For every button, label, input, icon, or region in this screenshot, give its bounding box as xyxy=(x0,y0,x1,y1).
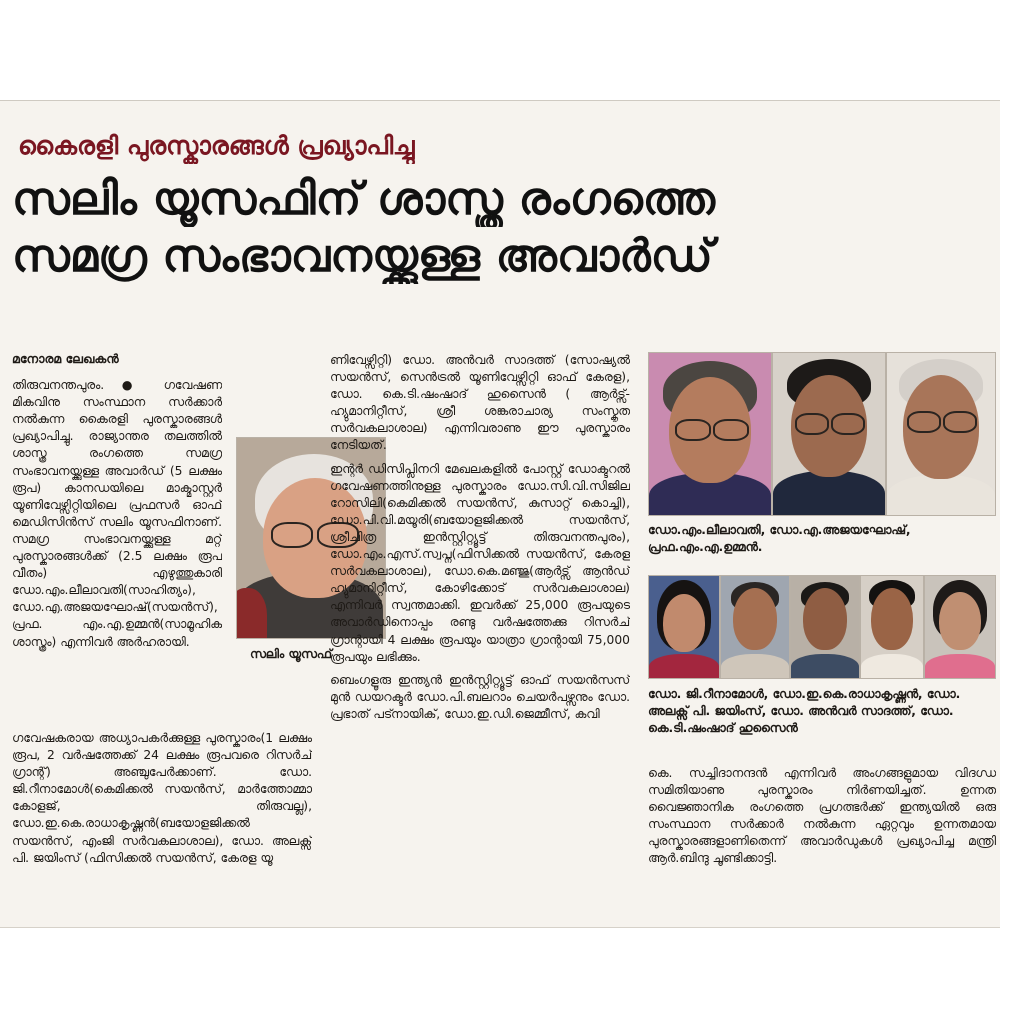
headline-line-1: സലിം യൂസഫിന് ശാസ്ത്ര രംഗത്തെ xyxy=(12,172,715,225)
photo-glasses-right xyxy=(831,413,865,435)
article-paragraph-6: കെ. സച്ചിദാനന്ദൻ എന്നിവർ അംഗങ്ങളുമായ വിദഗ്ധ സമിതിയാണു പുരസ്കാരം നിർണയിച്ചത്. ഉന്നത വൈജ്ഞാനിക രംഗത്തെ പ്രഗത്ഭർക്ക് ഇന്ത്യയിൽ ഒരു സംസ്ഥാന സർക്കാർ നൽകുന്ന ഏറ്റവും ഉന്നതമായ പുരസ്കാരങ്ങളാണിതെന്ന് അവാർഡുകൾ പ്രഖ്യാപിച്ച മന്ത്രി ആർ.ബിന്ദു ചൂണ്ടിക്കാട്ടി. xyxy=(648,766,996,866)
article-paragraph-2: ഗവേഷകരായ അധ്യാപകർക്കുള്ള പുരസ്കാരം(1 ലക്ഷം രൂപ, 2 വർഷത്തേക്ക് 24 ലക്ഷം രൂപവരെ റിസർച് ഗ്രാന്റ്) അഞ്ചുപേർക്കാണ്. ഡോ. ജി.റീനാമോൾ(കെമിക്കൽ സയൻസ്, മാർത്തോമ്മാ കോളജ്, തിരുവല്ല), ഡോ.ഇ.കെ.രാധാകൃഷ്ണൻ(ബയോളജിക്കൽ സയൻസ്, എംജി സർവകലാശാല), ഡോ. അലക്സ് പി. ജയിംസ് (ഫിസിക്കൽ സയൻസ്, കേരള യൂ xyxy=(12,731,312,865)
article-column-2 xyxy=(330,352,630,917)
ajayaghosh-photo xyxy=(772,352,886,516)
photo-glasses-right xyxy=(713,419,749,441)
top-photos-caption: ഡോ.എം.ലീലാവതി, ഡോ.എ.അജയഘോഷ്, പ്രഫ.എം.എ.ഉമ്മൻ. xyxy=(648,523,911,554)
photo-face xyxy=(803,588,847,650)
article-column-1 xyxy=(12,350,222,700)
photo-face xyxy=(939,592,981,650)
leelavathi-photo xyxy=(648,352,772,516)
article-paragraph-4: ഇന്റർ ഡിസിപ്ലിനറി മേഖലകളിൽ പോസ്റ്റ് ഡോക്ടറൽ ഗവേഷണത്തിനുള്ള പുരസ്കാരം ഡോ.സി.വി.സിജില റോസിലി(കെമിക്കൽ സയൻസ്, കുസാറ്റ് കൊച്ചി), ഡോ.പി.വി.മയൂരി(ബയോളജിക്കൽ സയൻസ്, ശ്രീചിത്ര ഇൻസ്റ്റിറ്റ്യൂട്ട് തിരുവനന്തപുരം), ഡോ.എം.എസ്.സ്വപ്ന(ഫിസിക്കൽ സയൻസ്, കേരള സർവകലാശാല), ഡോ.കെ.മഞ്ജു(ആർട്സ് ആൻഡ് ഹ്യുമാനിറ്റീസ്, കോഴിക്കോട് സർവകലാശാല) എന്നിവർ സ്വന്തമാക്കി. ഇവർക്ക് 25,000 രൂപയുടെ അവാർഡിനൊപ്പം രണ്ടു വർഷത്തേക്കു റിസർച് ഗ്രാന്റായി 4 ലക്ഷം രൂപയും യാത്രാ ഗ്രാന്റായി 75,000 രൂപയും ലഭിക്കും. xyxy=(330,461,630,664)
photo-face xyxy=(871,588,913,650)
photo-glasses-left xyxy=(795,413,829,435)
photo-dress xyxy=(649,654,719,679)
photo-shirt xyxy=(791,654,859,679)
photo-glasses-left xyxy=(675,419,711,441)
photo-shirt xyxy=(721,654,789,679)
article-headline xyxy=(12,170,987,284)
alex-james-photo xyxy=(790,575,860,679)
article-kicker: കൈരളി പുരസ്കാരങ്ങൾ പ്രഖ്യാപിച്ചു xyxy=(18,131,415,160)
photo-shirt xyxy=(887,475,995,516)
photo-dress xyxy=(925,654,995,679)
photo-glasses-left xyxy=(271,522,313,548)
reenamol-photo xyxy=(648,575,720,679)
photo-jacket xyxy=(773,471,885,516)
article-paragraph-5: ബെംഗളൂരു ഇന്ത്യൻ ഇൻസ്റ്റിറ്റ്യൂട്ട് ഓഫ് സയൻസസ് മുൻ ഡയറക്ടർ ഡോ.പി.ബലറാം ചെയർപഴ്സനും ഡോ. പ്രഭാത് പട്നായിക്, ഡോ.ഇ.ഡി.ജെമ്മീസ്, കവി xyxy=(330,672,630,721)
radhakrishnan-photo xyxy=(720,575,790,679)
photo-glasses-left xyxy=(907,411,941,433)
photo-face xyxy=(733,588,777,650)
photo-caption: സലിം യൂസഫ് xyxy=(250,647,332,661)
byline: മനോരമ ലേഖകൻ xyxy=(12,351,119,366)
article-paragraph-1: തിരുവനന്തപുരം. ● ഗവേഷണ മികവിനു സംസ്ഥാന സർക്കാർ നൽകുന്ന കൈരളി പുരസ്കാരങ്ങൾ പ്രഖ്യാപിച്ചു. രാജ്യാന്തര തലത്തിൽ ശാസ്ത്ര രംഗത്തെ സമഗ്ര സംഭാവനയ്ക്കുള്ള അവാർഡ് (5 ലക്ഷം രൂപ) കാനഡയിലെ മാക്മാസ്റ്റർ യൂണിവേഴ്സിറ്റിയിലെ പ്രഫസർ ഓഫ് മെഡിസിൻസ് സലിം യൂസഫിനാണ്. സമഗ്ര സംഭാവനയ്ക്കുള്ള മറ്റ് പുരസ്കാരങ്ങൾക്ക് (2.5 ലക്ഷം രൂപ വീതം) എഴുത്തുകാരി ഡോ.എം.ലീലാവതി(സാഹിത്യം), ഡോ.എ.അജയഘോഷ്(സയൻസ്), പ്രഫ. എം.എ.ഉമ്മൻ(സാമൂഹിക ശാസ്ത്രം) എന്നിവർ അർഹരായി. xyxy=(12,378,222,649)
headline-line-2: സമഗ്ര സംഭാവനയ്ക്കുള്ള അവാർഡ് xyxy=(12,229,713,282)
ma-oommen-photo xyxy=(886,352,996,516)
anwar-sadath-photo xyxy=(860,575,924,679)
article-column-1-bottom xyxy=(12,730,312,920)
photo-glasses-right xyxy=(943,411,977,433)
photo-shirt xyxy=(861,654,923,679)
photo-face xyxy=(663,594,705,652)
shamshad-hussain-photo xyxy=(924,575,996,679)
article-paragraph-3: ണിവേഴ്സിറ്റി) ഡോ. അൻവർ സാദത്ത് (സോഷ്യൽ സയൻസ്, സെൻട്രൽ യൂണിവേഴ്സിറ്റി ഓഫ് കേരള), ഡോ. കെ.ടി.ഷംഷാദ് ഹുസൈൻ ( ആർട്സ്-ഹ്യുമാനിറ്റീസ്, ശ്രീ ശങ്കരാചാര്യ സംസ്കൃത സർവകലാശാല) എന്നിവരാണു ഈ പുരസ്കാരം നേടിയത്. xyxy=(330,353,630,453)
bottom-photos-caption: ഡോ. ജി.റീനാമോൾ, ഡോ.ഇ.കെ.രാധാകൃഷ്ണൻ, ഡോ. അലക്സ് പി. ജയിംസ്, ഡോ. അൻവർ സാദത്ത്, ഡോ. കെ.ടി.ഷംഷാദ് ഹുസൈൻ xyxy=(648,687,961,735)
article-column-3 xyxy=(648,765,996,915)
